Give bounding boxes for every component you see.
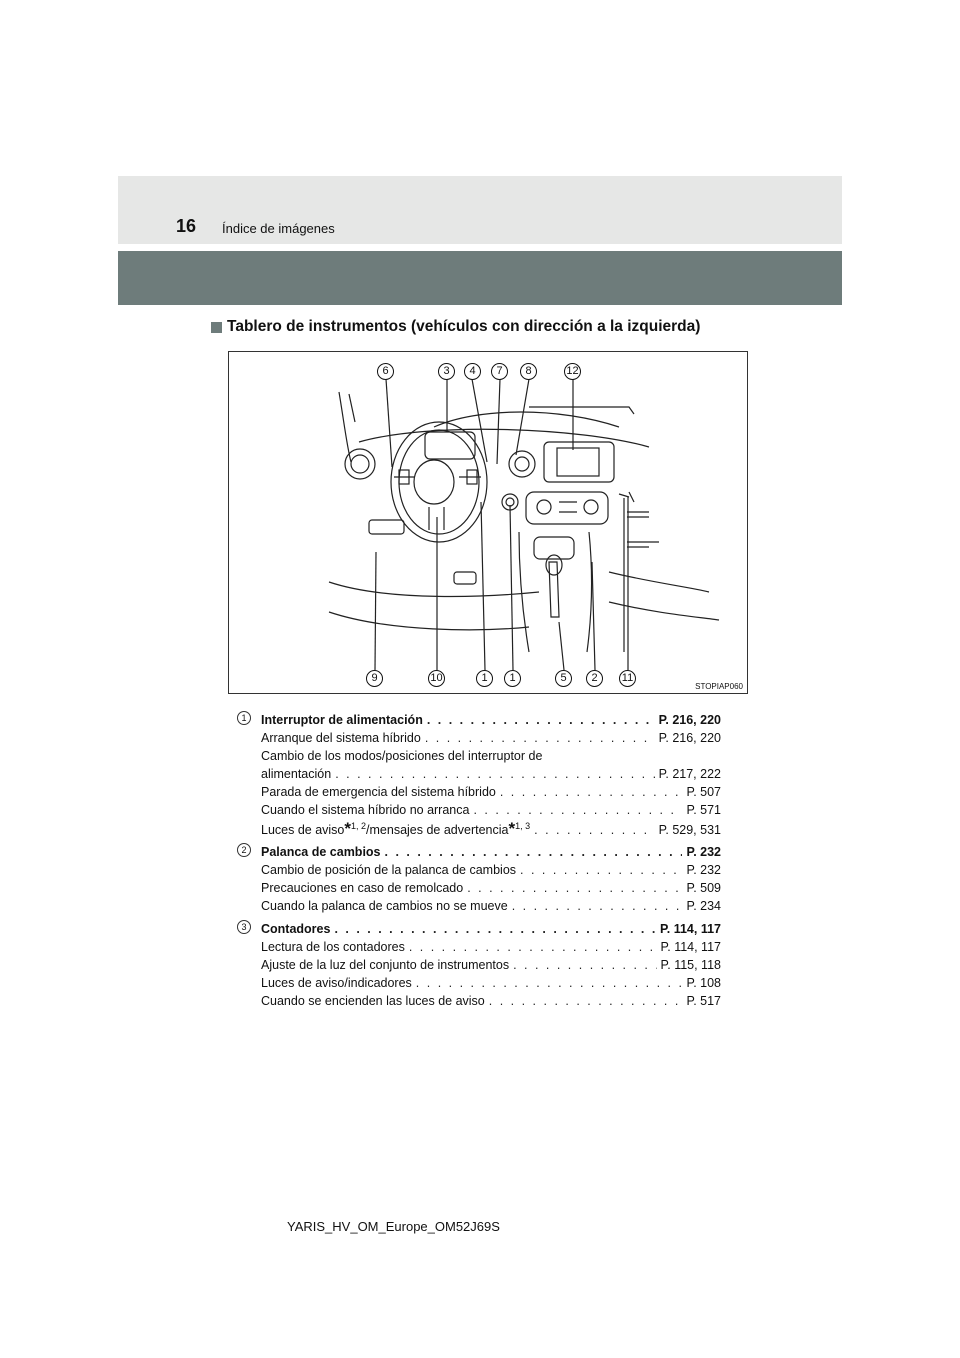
entry-item-row: Lectura de los contadores . . . P. 114, 117 [261,940,721,958]
dashboard-illustration [228,351,748,694]
callout-10: 10 [428,670,445,687]
callout-1b: 1 [504,670,521,687]
entry-pages: P. 232 [686,845,721,859]
entry-number: 3 [237,920,251,934]
entry-number: 2 [237,843,251,857]
entry-number: 1 [237,711,251,725]
entry-item-row: Precauciones en caso de remolcado . . . P. 509 [261,881,721,899]
entry-title-row [261,845,721,863]
callout-11: 11 [619,670,636,687]
callout-5: 5 [555,670,572,687]
callout-4: 4 [464,363,481,380]
footer-doc-id: YARIS_HV_OM_Europe_OM52J69S [287,1219,500,1234]
callout-8: 8 [520,363,537,380]
entry-pages: P. 114, 117 [660,922,721,936]
entry-item-row: Cuando se encienden las luces de aviso . . . P. 517 [261,994,721,1012]
section-title [211,318,700,336]
entry-item-row: Cuando el sistema híbrido no arranca . . . P. 571 [261,803,721,821]
page-number: 16 [176,216,197,236]
callout-12: 12 [564,363,581,380]
header-band [118,251,842,305]
entry-item-row: Luces de aviso*$^{1, 2}$/mensajes de advertencia*$^{1, 3}$ . . . P. 529, 531 [261,821,721,839]
entry-item-line: Cambio de los modos/posiciones del interruptor de [261,749,543,763]
callout-1a: 1 [476,670,493,687]
callout-7: 7 [491,363,508,380]
entry-item-row: Luces de aviso/indicadores . . . P. 108 [261,976,721,994]
callout-3: 3 [438,363,455,380]
entry-title: Palanca de cambios [261,845,381,859]
dashboard-line-drawing [229,352,749,695]
entry-pages: P. 216, 220 [658,713,721,727]
entry-title-row [261,922,721,940]
section-label: Índice de imágenes [222,221,335,236]
callout-9: 9 [366,670,383,687]
entry-item-row: Cambio de posición de la palanca de cambios . . . P. 232 [261,863,721,881]
entry-item-row: Arranque del sistema híbrido . . . P. 216, 220 [261,731,721,749]
entry-item-row: alimentación . . . P. 217, 222 [261,767,721,785]
entry-title: Contadores [261,922,331,936]
entry-title: Interruptor de alimentación [261,713,423,727]
section-title-text: Tablero de instrumentos (vehículos con dirección a la izquierda) [227,318,701,335]
callout-6: 6 [377,363,394,380]
callout-2: 2 [586,670,603,687]
entry-title-row [261,713,721,731]
entry-item-row: Ajuste de la luz del conjunto de instrumentos . . . P. 115, 118 [261,958,721,976]
entry-item-row: Parada de emergencia del sistema híbrido . . . P. 507 [261,785,721,803]
entry-item-row: Cuando la palanca de cambios no se mueve . . . P. 234 [261,899,721,917]
square-bullet-icon [211,322,222,333]
figure-id: STOPIAP060 [695,682,743,691]
